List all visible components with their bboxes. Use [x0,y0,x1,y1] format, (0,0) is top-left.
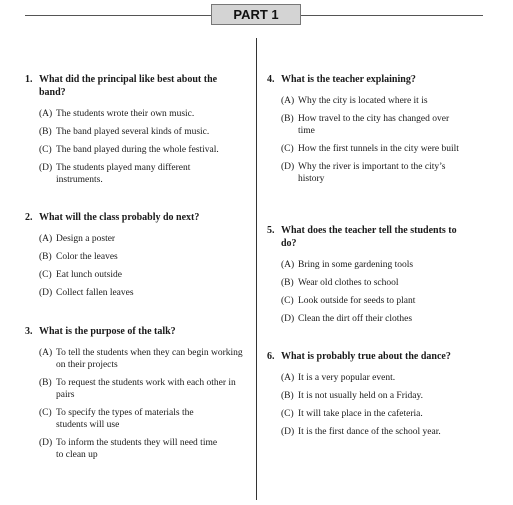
option-letter: (C) [39,145,52,155]
option-text: To inform the students they will need time to clean up [56,438,218,460]
option-letter: (D) [39,438,53,448]
question-text: What will the class probably do next? [39,212,200,223]
option-text: Design a poster [56,234,116,244]
question-number: 4. [267,74,275,85]
option-letter: (C) [39,408,52,418]
answer-option-a[interactable] [25,233,240,245]
answer-option-c[interactable] [25,144,240,156]
question-text: What does the teacher tell the students to do? [281,225,457,249]
question-3 [25,325,243,461]
answer-option-d[interactable] [25,287,240,299]
option-letter: (A) [281,96,295,106]
question-text: What is probably true about the dance? [281,351,451,362]
answer-option-d[interactable] [267,426,472,438]
option-letter: (C) [281,409,294,419]
question-number: 5. [267,225,275,236]
answer-option-b[interactable] [25,377,244,401]
answer-option-a[interactable] [267,259,467,271]
option-text: The students wrote their own music. [56,109,195,119]
part-label: PART 1 [211,4,301,25]
option-text: It will take place in the cafeteria. [298,409,423,419]
option-letter: (B) [39,127,52,137]
answer-option-d[interactable] [267,313,467,325]
answer-option-b[interactable] [25,126,240,138]
option-letter: (D) [281,162,295,172]
answer-option-c[interactable] [267,143,466,155]
answer-option-c[interactable] [267,295,467,307]
option-letter: (B) [39,378,52,388]
answer-option-b[interactable] [267,113,466,137]
option-letter: (D) [281,314,295,324]
option-letter: (D) [281,427,295,437]
option-text: How travel to the city has changed over time [298,114,450,136]
option-text: It is a very popular event. [298,373,396,383]
header-rule-right [301,15,483,16]
option-text: To specify the types of materials the students will use [56,408,194,430]
question-5 [267,224,467,325]
option-text: The students played many different instruments. [56,163,191,185]
answer-option-a[interactable] [267,95,467,107]
option-letter: (A) [39,109,53,119]
answer-option-a[interactable] [25,347,244,371]
answer-option-a[interactable] [25,108,240,120]
question-4 [267,73,467,185]
question-6 [267,350,472,438]
answer-option-c[interactable] [25,407,224,431]
option-letter: (A) [281,260,295,270]
option-letter: (C) [281,296,294,306]
question-2 [25,211,240,299]
column-divider [256,38,257,500]
question-number: 3. [25,326,33,337]
option-letter: (B) [39,252,52,262]
option-text: It is the first dance of the school year. [298,427,441,437]
option-letter: (B) [281,114,294,124]
option-text: Why the river is important to the city’s history [298,162,446,184]
option-letter: (A) [39,348,53,358]
answer-option-b[interactable] [267,390,472,402]
option-text: Bring in some gardening tools [298,260,414,270]
question-number: 1. [25,74,33,85]
option-text: Look outside for seeds to plant [298,296,416,306]
option-text: Clean the dirt off their clothes [298,314,413,324]
option-letter: (B) [281,278,294,288]
answer-option-d[interactable] [267,161,466,185]
question-text: What is the teacher explaining? [281,74,416,85]
question-number: 6. [267,351,275,362]
option-text: The band played during the whole festival. [56,145,219,155]
header-rule-left [25,15,211,16]
option-text: Wear old clothes to school [298,278,399,288]
question-number: 2. [25,212,33,223]
question-text: What did the principal like best about the band? [39,74,218,98]
option-text: Color the leaves [56,252,118,262]
option-letter: (D) [39,163,53,173]
option-letter: (A) [39,234,53,244]
question-1 [25,73,240,186]
option-text: Eat lunch outside [56,270,122,280]
option-letter: (C) [39,270,52,280]
answer-option-c[interactable] [267,408,472,420]
option-text: How the first tunnels in the city were built [298,144,459,154]
option-letter: (C) [281,144,294,154]
option-text: To request the students work with each other in pairs [56,378,236,400]
option-text: To tell the students when they can begin working on their projects [56,348,243,370]
option-letter: (A) [281,373,295,383]
option-text: It is not usually held on a Friday. [298,391,423,401]
answer-option-a[interactable] [267,372,472,384]
answer-option-b[interactable] [267,277,467,289]
answer-option-d[interactable] [25,437,224,461]
answer-option-b[interactable] [25,251,240,263]
question-text: What is the purpose of the talk? [39,326,176,337]
option-text: Why the city is located where it is [298,96,428,106]
option-letter: (D) [39,288,53,298]
option-text: The band played several kinds of music. [56,127,210,137]
answer-option-d[interactable] [25,162,234,186]
option-text: Collect fallen leaves [56,288,134,298]
answer-option-c[interactable] [25,269,240,281]
option-letter: (B) [281,391,294,401]
